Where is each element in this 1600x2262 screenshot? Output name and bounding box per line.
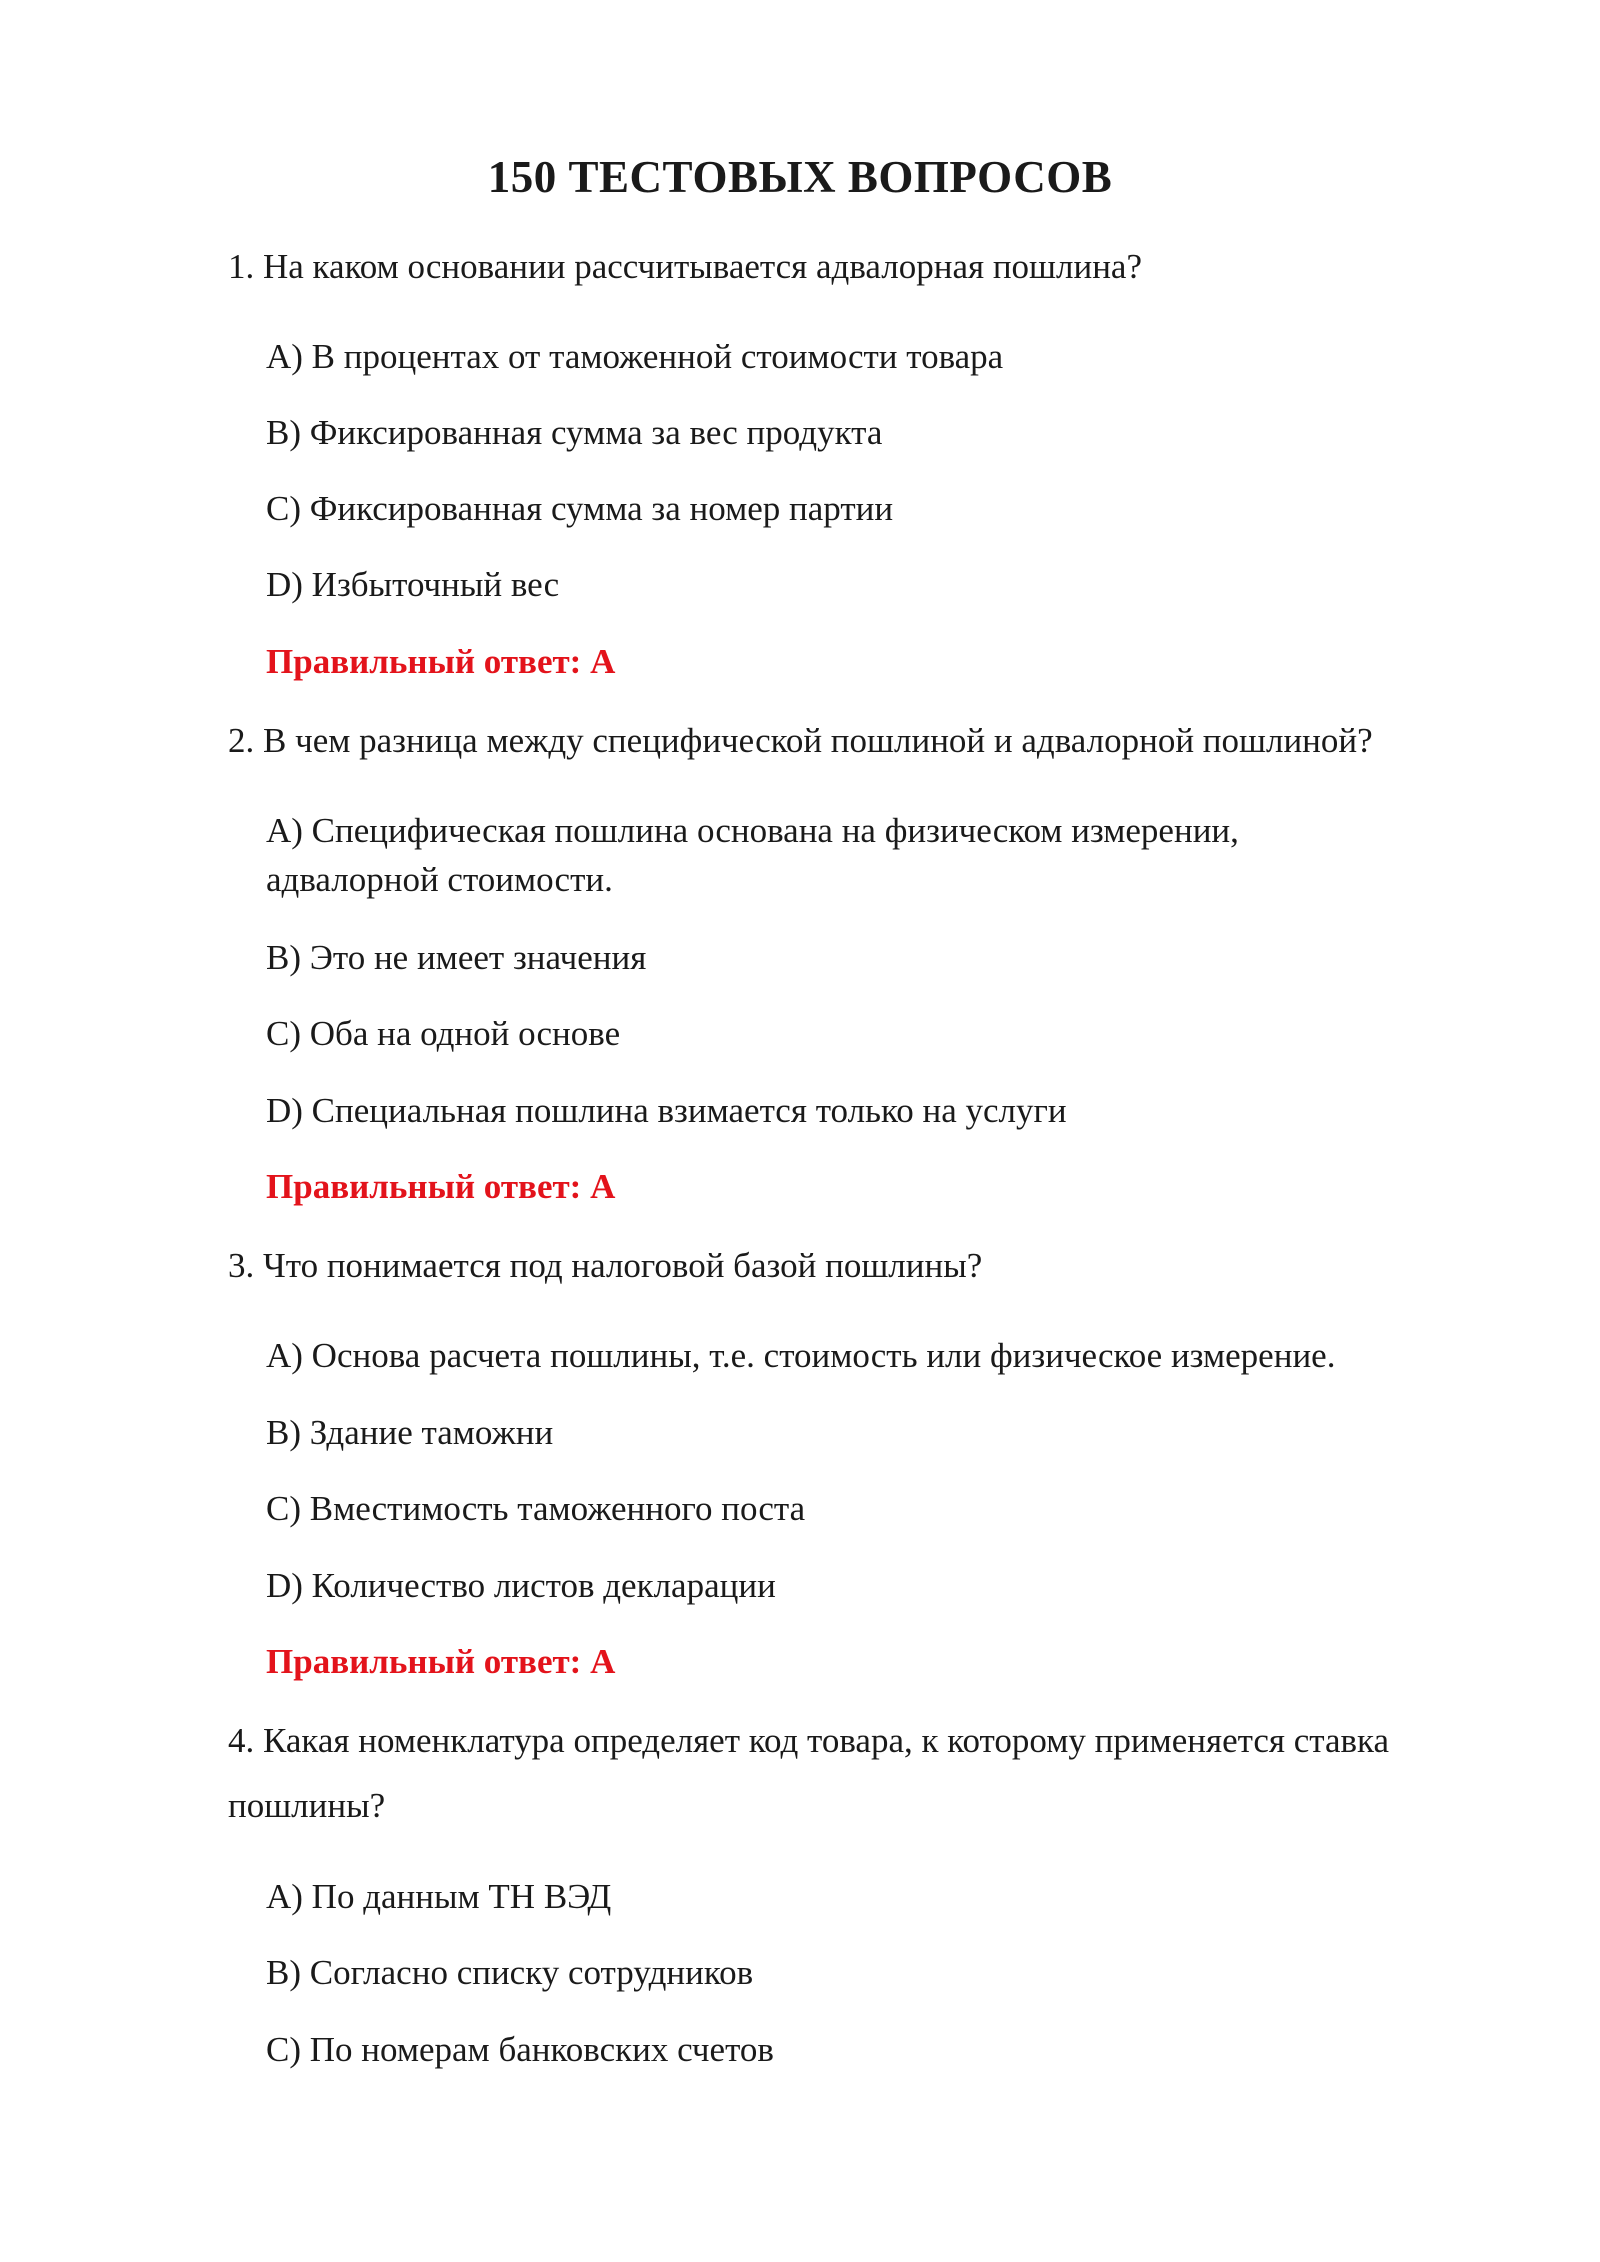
question-1-text: 1. На каком основании рассчитывается адвалорная пошлина? xyxy=(228,247,1142,286)
question-2-text: 2. В чем разница между специфической пошлиной и адвалорной пошлиной? xyxy=(228,721,1373,760)
question-1-option-b: B) Фиксированная сумма за вес продукта xyxy=(266,413,883,452)
document-title: 150 ТЕСТОВЫХ ВОПРОСОВ xyxy=(487,152,1113,202)
question-2-option-b: B) Это не имеет значения xyxy=(266,938,647,977)
question-3-correct-answer: Правильный ответ: А xyxy=(266,1642,616,1681)
question-4-option-c: C) По номерам банковских счетов xyxy=(266,2030,774,2069)
question-4-option-b: B) Согласно списку сотрудников xyxy=(266,1953,754,1992)
question-2-correct-answer: Правильный ответ: А xyxy=(266,1167,616,1206)
question-2-option-d: D) Специальная пошлина взимается только на услуги xyxy=(266,1091,1067,1130)
question-2-option-a: А) Специфическая пошлина основана на физическом измерении, адвалорной стоимости. xyxy=(266,811,1239,899)
question-1-option-d: D) Избыточный вес xyxy=(266,565,560,604)
question-3-option-c: C) Вместимость таможенного поста xyxy=(266,1489,806,1528)
question-3-text: 3. Что понимается под налоговой базой пошлины? xyxy=(228,1246,983,1285)
question-4-option-a: А) По данным ТН ВЭД xyxy=(266,1877,612,1916)
question-2-option-c: C) Оба на одной основе xyxy=(266,1014,621,1053)
question-1-correct-answer: Правильный ответ: А xyxy=(266,642,616,681)
question-1-option-c: C) Фиксированная сумма за номер партии xyxy=(266,489,894,528)
question-4-text: 4. Какая номенклатура определяет код товара, к которому применяется ставка пошлины? xyxy=(228,1721,1390,1825)
question-1-option-a: А) В процентах от таможенной стоимости товара xyxy=(266,337,1004,376)
question-3-option-d: D) Количество листов декларации xyxy=(266,1566,776,1605)
question-3-option-b: B) Здание таможни xyxy=(266,1413,554,1452)
question-3-option-a: А) Основа расчета пошлины, т.е. стоимость или физическое измерение. xyxy=(266,1336,1336,1375)
